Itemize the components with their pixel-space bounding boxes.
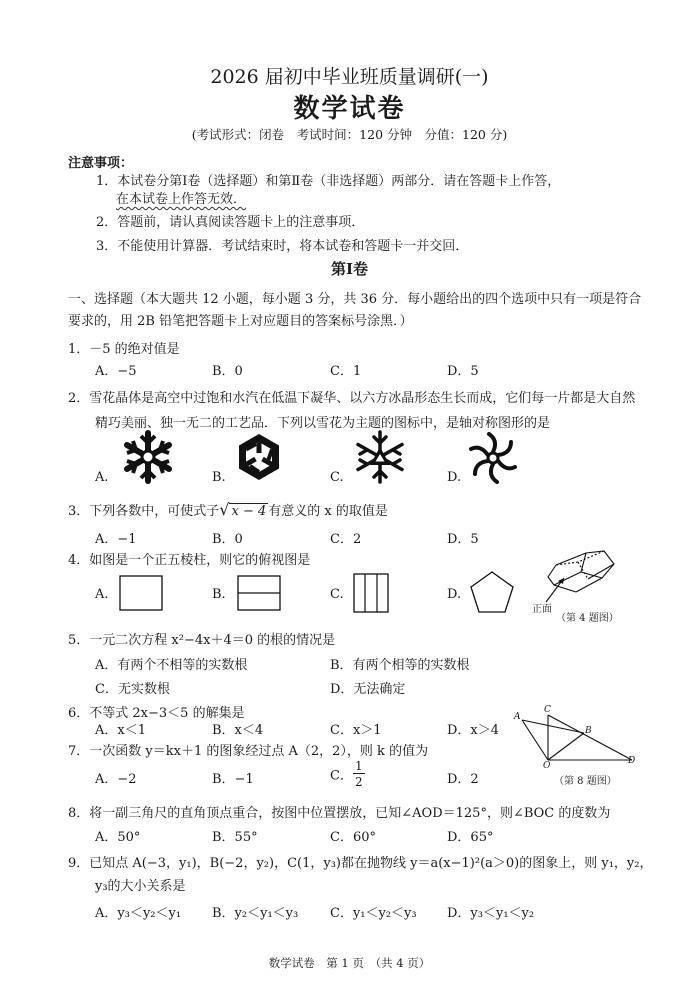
q9-option-d: D．y₃＜y₁＜y₂	[447, 906, 535, 921]
q3-stem	[68, 500, 388, 519]
q9-stem-cont: y₃的大小关系是	[95, 879, 186, 894]
q2-option-b: B.	[212, 470, 226, 485]
pentagonal-prism-figure	[538, 550, 648, 610]
q9-stem: 9．已知点 A(−3，y₁)，B(−2，y₂)，C(1，y₃)都在抛物线 y＝a(x−1)²(a＞0)的图象上，则 y₁，y₂，	[68, 856, 653, 871]
snowflake-a-icon	[118, 430, 178, 484]
q1-option-d: D．5	[447, 364, 479, 379]
note-item-1: 1．本试卷分第Ⅰ卷（选择题）和第Ⅱ卷（非选择题）两部分．请在答题卡上作答，	[96, 174, 561, 189]
page-title: 数学试卷	[293, 94, 406, 124]
q7-fraction-numerator: 1	[354, 759, 363, 773]
q7-option-c-label: C．	[330, 768, 353, 784]
q4-option-a: A.	[95, 587, 109, 602]
q5-option-d: D．无法确定	[330, 682, 406, 697]
q5-option-c: C．无实数根	[95, 682, 170, 697]
q8-stem: 8．将一副三角尺的直角顶点重合，按图中位置摆放，已知∠AOD＝125°，则∠BOC 的度数为	[68, 806, 611, 821]
q1-option-a: A．−5	[95, 364, 137, 379]
q8-option-b: B．55°	[212, 830, 258, 845]
q9-option-b: B．y₂＜y₁＜y₃	[212, 906, 299, 921]
q4-option-c: C.	[330, 587, 344, 602]
q5-stem: 5．一元二次方程 x²−4x＋4＝0 的根的情况是	[68, 633, 336, 648]
q7-option-a: A．−2	[95, 772, 137, 787]
q6-option-c: C．x＞1	[330, 723, 382, 738]
exam-series-title: 2026 届初中毕业班质量调研(一)	[210, 66, 489, 88]
q7-option-d: D．2	[447, 772, 479, 787]
q3-stem-post: 有意义的 x 的取值是	[268, 504, 388, 519]
page-footer: 数学试卷 第 1 页 （共 4 页）	[268, 956, 431, 970]
q3-stem-pre: 3．下列各数中，可使式子	[68, 504, 220, 519]
q2-stem-cont: 精巧美丽、独一无二的工艺品．下列以雪花为主题的图标中，是轴对称图形的是	[95, 416, 551, 431]
q2-option-d: D.	[447, 470, 462, 485]
section-title: 第Ⅰ卷	[330, 260, 369, 278]
q2-option-a: A.	[95, 470, 109, 485]
q7-stem: 7．一次函数 y＝kx＋1 的图象经过点 A（2，2），则 k 的值为	[68, 744, 429, 759]
q4-shape-c	[353, 573, 389, 613]
q9-option-a: A．y₃＜y₂＜y₁	[95, 906, 182, 921]
q6-option-d: D．x＞4	[447, 723, 500, 738]
snowflake-d-icon	[467, 432, 519, 484]
q2-stem: 2．雪花晶体是高空中过饱和水汽在低温下凝华、以六方冰晶形态生长而成，它们每一片都是大自然	[68, 391, 636, 406]
q4-shape-b	[237, 575, 281, 611]
q5-option-a: A．有两个不相等的实数根	[95, 658, 248, 673]
q4-figure-caption: （第 4 题图）	[556, 613, 619, 624]
q8-label-d: D	[628, 756, 636, 766]
snowflake-b-icon	[234, 432, 284, 482]
q4-option-d: D.	[447, 587, 462, 602]
q8-option-a: A．50°	[95, 830, 141, 845]
exam-info: (考试形式：闭卷 考试时间：120 分钟 分值：120 分)	[191, 127, 508, 142]
notes-heading: 注意事项：	[68, 156, 134, 171]
q3-option-c: C．2	[330, 532, 362, 547]
q4-front-label: 正面	[532, 604, 552, 615]
q2-option-c: C.	[330, 470, 344, 485]
q7-fraction	[353, 760, 365, 788]
q8-option-c: C．60°	[330, 830, 376, 845]
sqrt-sign-icon: √	[219, 500, 230, 519]
q3-option-d: D．5	[447, 532, 479, 547]
q3-radicand: x − 4	[231, 504, 267, 519]
q5-option-b: B．有两个相等的实数根	[330, 658, 470, 673]
q8-option-d: D．65°	[447, 830, 494, 845]
part1-intro-cont: 要求的，用 2B 铅笔把答题卡上对应题目的答案标号涂黑．）	[68, 314, 413, 329]
q7-fraction-denominator: 2	[354, 775, 363, 789]
q8-figure	[512, 703, 640, 771]
q4-option-b: B.	[212, 587, 226, 602]
part1-intro: 一、选择题（本大题共 12 小题，每小题 3 分，共 36 分．每小题给出的四个选项中只有一项是符合	[68, 292, 642, 307]
q4-stem: 4．如图是一个正五棱柱，则它的俯视图是	[68, 553, 311, 568]
note-item-3: 3．不能使用计算器．考试结束时，将本试卷和答题卡一并交回．	[96, 239, 469, 254]
note-item-1-cont: 在本试卷上作答无效．	[116, 192, 247, 207]
q7-option-c	[330, 760, 365, 788]
q1-option-c: C．1	[330, 364, 362, 379]
q8-label-b: B	[585, 726, 592, 736]
q8-label-c: C	[544, 705, 551, 715]
q6-option-a: A．x＜1	[95, 723, 146, 738]
q6-stem: 6．不等式 2x−3＜5 的解集是	[68, 706, 245, 721]
q3-option-b: B．0	[212, 532, 243, 547]
q3-option-a: A．−1	[95, 532, 137, 547]
q8-label-a: A	[514, 712, 521, 722]
q6-option-b: B．x＜4	[212, 723, 264, 738]
q1-option-b: B．0	[212, 364, 243, 379]
q4-shape-d	[469, 570, 515, 614]
q8-label-o: O	[543, 761, 551, 771]
note-item-2: 2．答题前，请认真阅读答题卡上的注意事项．	[96, 215, 365, 230]
snowflake-c-icon	[352, 430, 408, 484]
q4-shape-a	[119, 575, 163, 611]
q1-stem: 1．－5 的绝对值是	[68, 342, 180, 357]
q7-option-b: B．−1	[212, 772, 254, 787]
q8-figure-caption: （第 8 题图）	[554, 776, 617, 787]
q9-option-c: C．y₁＜y₂＜y₃	[330, 906, 417, 921]
